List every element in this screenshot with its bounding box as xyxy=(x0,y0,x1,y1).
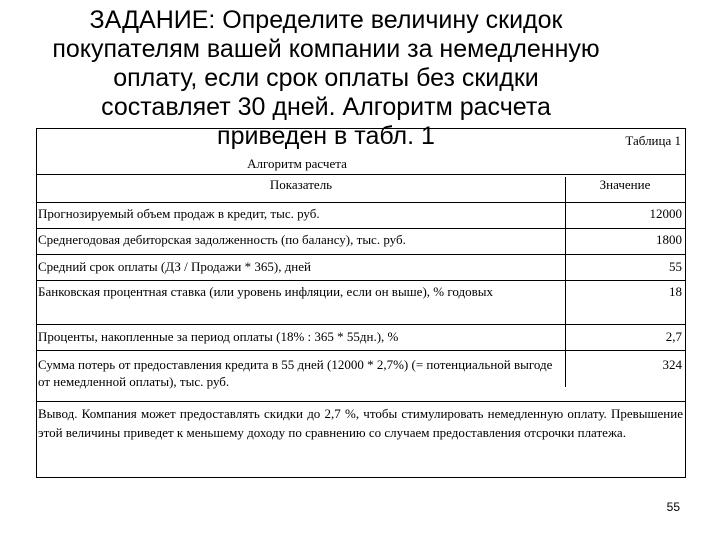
title-line: оплату, если срок оплаты без скидки xyxy=(113,64,539,92)
row-label: Среднегодовая дебиторская задолженность (по балансу), тыс. руб. xyxy=(38,232,406,247)
conclusion-border xyxy=(37,401,685,402)
table-row xyxy=(37,228,685,247)
title-line: ЗАДАНИЕ: Определите величину скидок xyxy=(89,6,563,34)
table-row xyxy=(37,202,685,221)
row-value: 1800 xyxy=(656,232,682,247)
row-value: 324 xyxy=(662,357,682,372)
header-label: Показатель xyxy=(269,177,333,192)
row-value: 18 xyxy=(669,284,682,299)
calculation-table xyxy=(36,128,686,478)
row-label: Прогнозируемый объем продаж в кредит, тыс. руб. xyxy=(38,206,320,221)
header-row-border xyxy=(37,174,685,175)
table-row xyxy=(37,350,685,389)
row-label: Сумма потерь от предоставления кредита в 55 дней (12000 * 2,7%) (= потенциальной выгоде от немедленной оплаты), тыс. руб. xyxy=(38,357,553,389)
row-label: Средний срок оплаты (ДЗ / Продажи * 365), дней xyxy=(38,259,311,274)
page-number: 55 xyxy=(666,500,680,514)
table-row xyxy=(37,280,685,299)
row-label: Банковская процентная ставка (или уровень инфляции, если он выше), % годовых xyxy=(38,284,493,299)
conclusion-text: Вывод. Компания может предоставлять скидки до 2,7 %, чтобы стимулировать немедленную оплату. Превышение этой величины приведет к меньшему доходу по сравнению со случаем предоставления отсрочки платежа. xyxy=(38,406,683,440)
row-value: 12000 xyxy=(649,206,682,221)
table-row xyxy=(37,324,685,344)
row-value: 2,7 xyxy=(665,329,682,344)
row-value: 55 xyxy=(669,259,682,274)
title-line: составляет 30 дней. Алгоритм расчета xyxy=(101,93,551,121)
row-label: Проценты, накопленные за период оплаты (18% : 365 * 55дн.), % xyxy=(38,329,399,344)
table-row xyxy=(37,254,685,274)
table-caption: Таблица 1 xyxy=(625,133,681,148)
table-subtitle: Алгоритм расчета xyxy=(247,156,347,171)
slide-title xyxy=(20,6,632,151)
column-divider xyxy=(565,177,566,387)
title-line: приведен в табл. 1 xyxy=(217,122,435,150)
title-line: покупателям вашей компании за немедленную xyxy=(52,35,600,63)
header-value: Значение xyxy=(599,177,651,192)
